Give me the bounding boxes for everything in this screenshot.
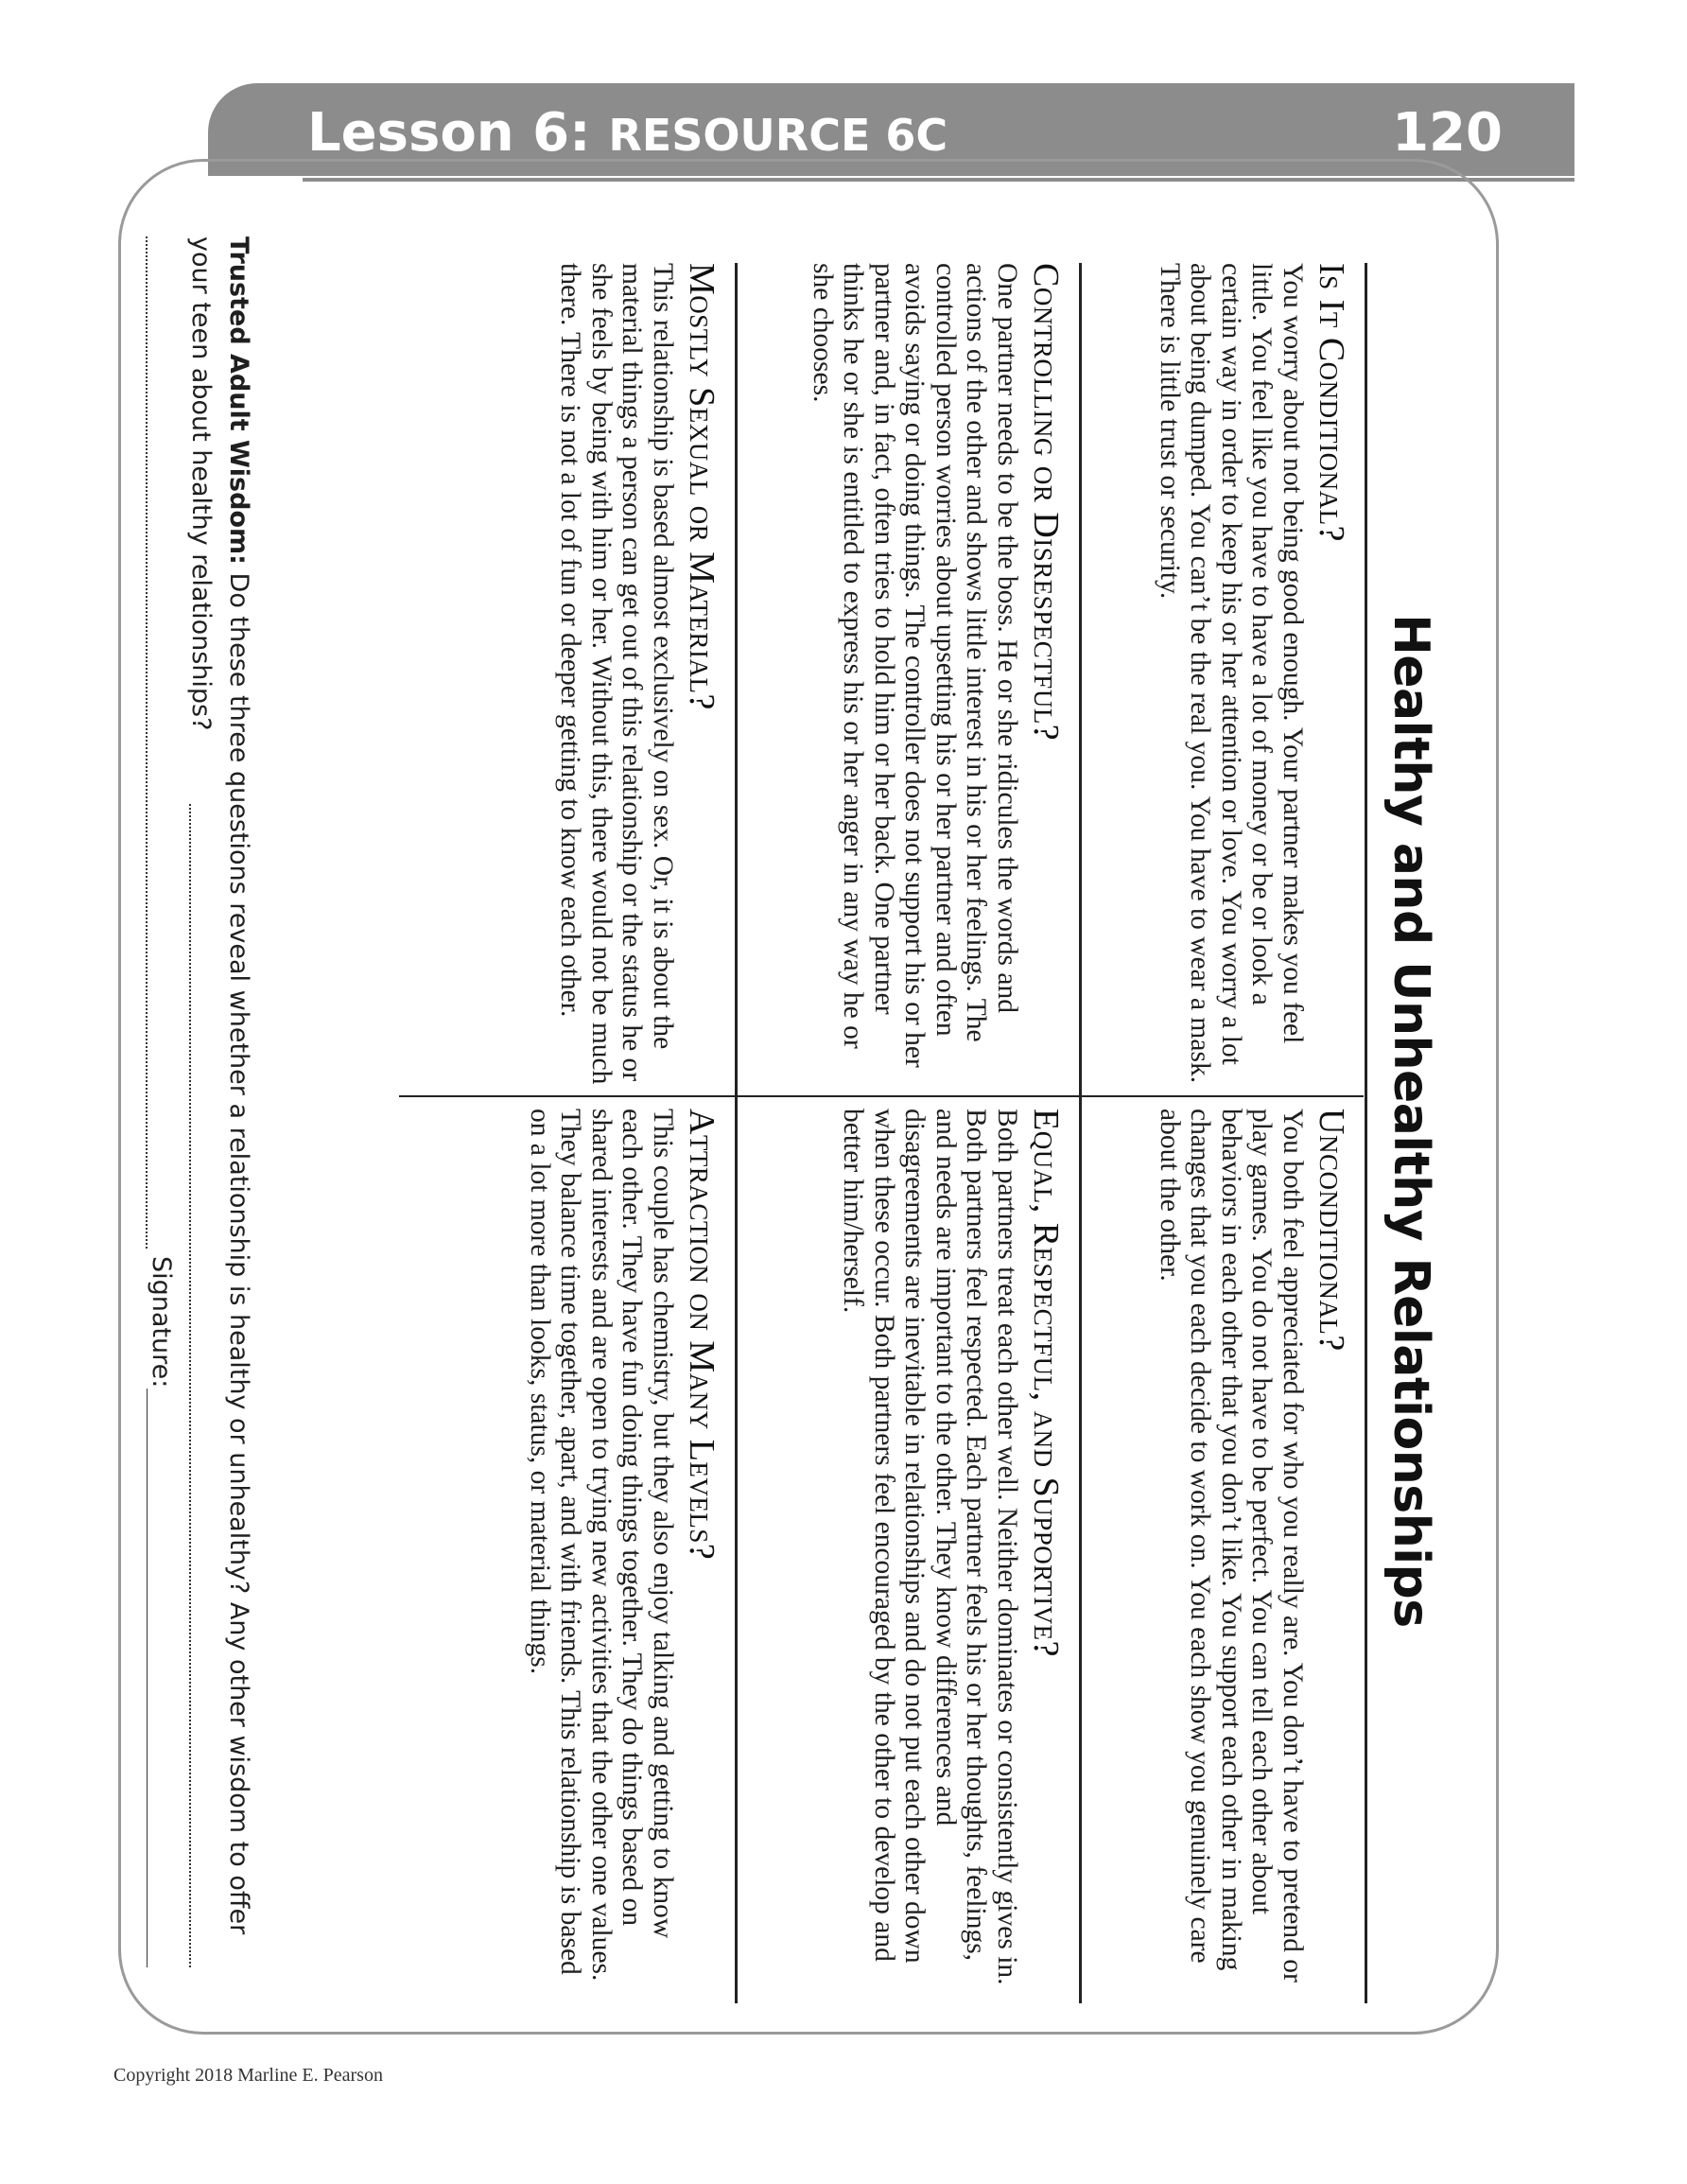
wisdom-label: Trusted Adult Wisdom:	[224, 236, 253, 565]
wisdom-line2	[182, 236, 219, 730]
wisdom-question-line2: your teen about healthy relationships?	[186, 236, 216, 731]
row-divider	[1079, 263, 1082, 2003]
section-heading: Equal, Respectful, and Supportive?	[1026, 1109, 1066, 1657]
section-is-it-conditional	[1155, 263, 1353, 1086]
section-body: This relationship is based almost exclusively on sex. Or, it is about the material things a person can get out of this relationship or the status he or she feels by being with him or her. Without this, there would not be much there. There is not a lot of fun or deeper getting to know each other.	[555, 263, 678, 1085]
answer-line-2[interactable]	[146, 236, 148, 1249]
section-heading: Is It Conditional?	[1312, 263, 1351, 542]
section-body: This couple has chemistry, but they also enjoy talking and getting to know each other. They have fun doing things together. They do things based on shared interests and are open to trying new activities that the other one values. They balance time together, apart, and with friends. This relationship is based on a lot more than looks, status, or material things.	[525, 1109, 678, 1982]
section-heading: Attraction on Many Levels?	[682, 1109, 722, 1561]
section-heading: Unconditional?	[1312, 1109, 1351, 1352]
section-unconditional	[1155, 1109, 1353, 1988]
section-attraction	[525, 1109, 723, 1988]
section-body: One partner needs to be the boss. He or she ridicules the words and actions of the other and shows little interest in his or her feelings. The controlled person worries about upsetting his or her partner and often avoids saying or doing things. The controller does not support his or her partner and, in fact, often tries to hold him or her back. One partner thinks he or she is entitled to express his or her anger in any way he or she chooses.	[808, 263, 1022, 1068]
answer-line-1[interactable]	[189, 804, 191, 1967]
section-heading: Mostly Sexual or Material?	[682, 263, 722, 710]
signature-label: Signature:	[147, 1256, 176, 1389]
section-heading: Controlling or Disrespectful?	[1026, 263, 1066, 742]
trusted-adult-wisdom	[219, 236, 257, 1967]
page-number: 120	[1392, 102, 1503, 164]
section-body: You both feel appreciated for who you really are. You don’t have to pretend or play games. You do not have to be perfect. You can tell each other about behaviors in each other that you don’t like. You support each other in making changes that you each decide to work on. You each show you genuinely care about the other.	[1155, 1109, 1308, 1983]
copyright-notice: Copyright 2018 Marline E. Pearson	[113, 2065, 383, 2086]
section-body: Both partners treat each other well. Neither dominates or consistently gives in. Both partners feel respected. Each partner feels his or her thoughts, feelings, and needs are important to the other. They know differences and disagreements are inevitable in relationships and do not put each other down when these occur. Both partners feel encouraged by the other to develop and better him/herself.	[838, 1109, 1022, 1985]
section-controlling	[808, 263, 1068, 1086]
section-equal	[838, 1109, 1067, 1988]
column-divider	[399, 1095, 1364, 1097]
row-divider	[735, 263, 738, 2003]
title-divider	[1365, 263, 1367, 2003]
resource-label: RESOURCE 6C	[608, 110, 948, 161]
wisdom-question-line1: Do these three questions reveal whether a relationship is healthy or unhealthy? Any other wisdom to offer	[224, 572, 253, 1935]
section-sexual	[555, 263, 722, 1086]
lesson-label: Lesson 6:	[307, 102, 591, 164]
page-title: Healthy and Unhealthy Relationships	[1383, 614, 1439, 1628]
section-body: You worry about not being good enough. Your partner makes you feel little. You feel like you have to have a lot of money or be or look a certain way in order to keep his or her attention or love. You worry a lot about being dumped. You can’t be the real you. You have to wear a mask. There is little trust or security.	[1155, 263, 1308, 1084]
signature-line[interactable]	[147, 1389, 148, 1967]
worksheet-content	[85, 236, 1447, 2005]
